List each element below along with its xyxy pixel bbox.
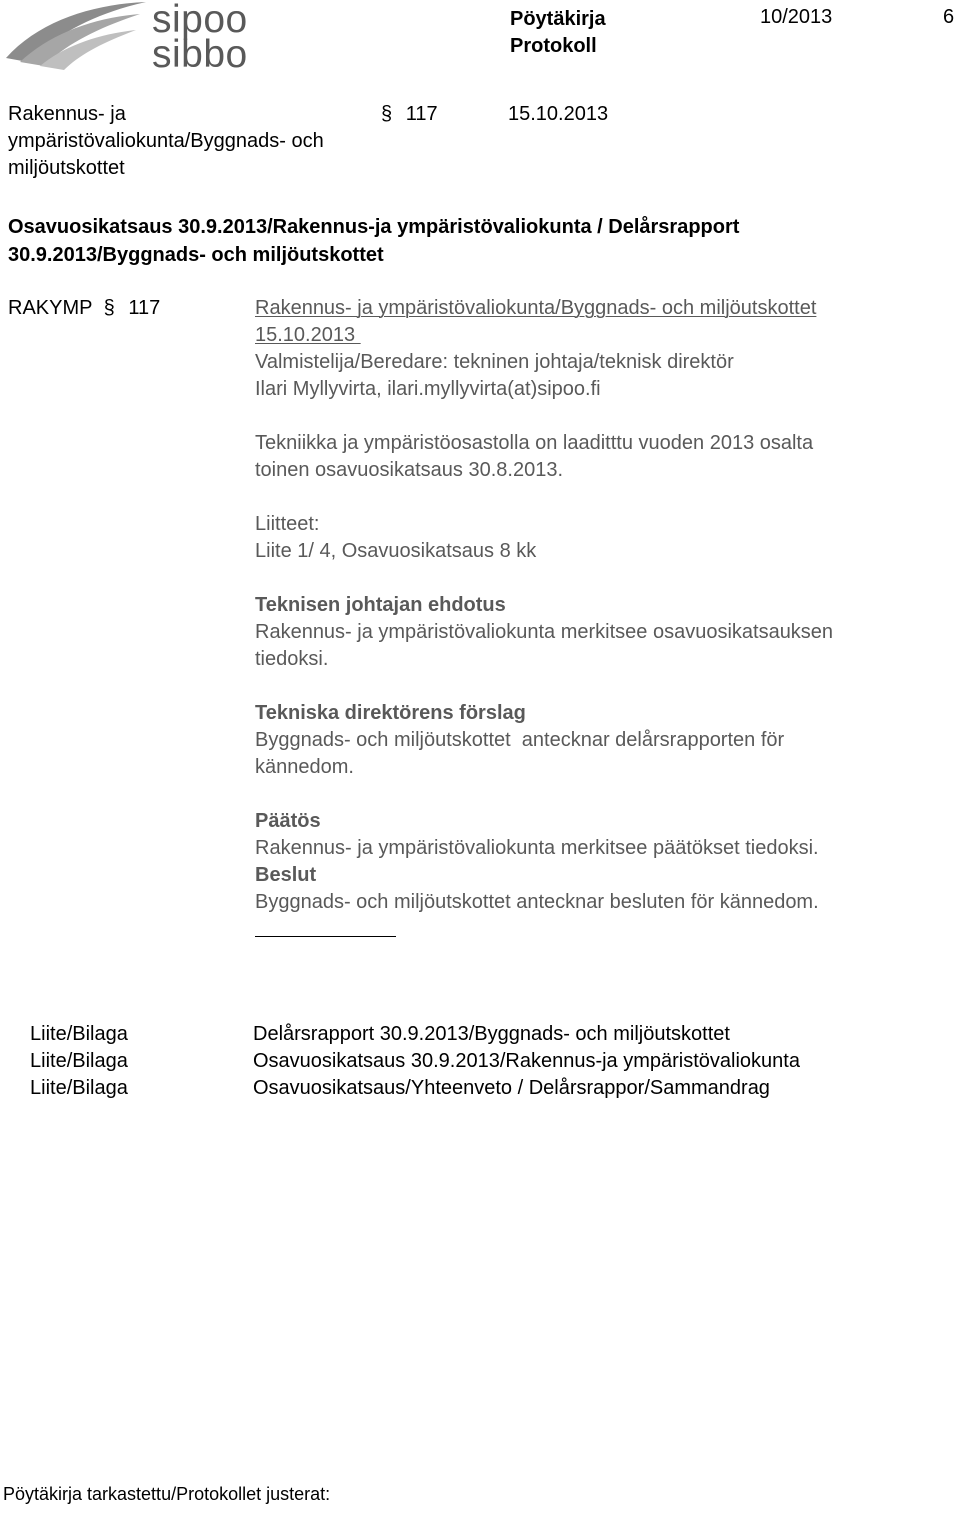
item-heading-line: 30.9.2013/Byggnads- och miljöutskottet bbox=[8, 244, 384, 266]
attachment-label: Liite/Bilaga bbox=[30, 1077, 128, 1099]
attachments-heading: Liitteet: bbox=[255, 513, 320, 535]
item-heading bbox=[8, 213, 739, 269]
description-line: toinen osavuosikatsaus 30.8.2013. bbox=[255, 459, 563, 481]
footer-verification: Pöytäkirja tarkastettu/Protokollet justerat: bbox=[3, 1484, 331, 1504]
item-section-number: 117 bbox=[128, 297, 161, 319]
attachment-name[interactable]: Delårsrapport 30.9.2013/Byggnads- och miljöutskottet bbox=[253, 1023, 730, 1045]
decision-sv-text: Byggnads- och miljöutskottet antecknar besluten för kännedom. bbox=[255, 891, 819, 913]
document-type-sv: Protokoll bbox=[510, 35, 597, 57]
decision-fi-text: Rakennus- ja ympäristövaliokunta merkitsee päätökset tiedoksi. bbox=[255, 837, 819, 859]
item-section-symbol: § bbox=[103, 297, 115, 319]
proposal-sv-heading: Tekniska direktörens förslag bbox=[255, 702, 526, 724]
proposal-sv-text: Byggnads- och miljöutskottet antecknar delårsrapporten för bbox=[255, 729, 785, 751]
attachment-reference: Liite 1/ 4, Osavuosikatsaus 8 kk bbox=[255, 540, 537, 562]
item-content bbox=[255, 295, 945, 916]
meeting-date: 15.10.2013 bbox=[508, 103, 609, 125]
swoosh-logo-icon bbox=[0, 0, 150, 72]
preparer-line: Valmistelija/Beredare: tekninen johtaja/teknisk direktör bbox=[255, 351, 734, 373]
document-type bbox=[510, 6, 606, 60]
contact-line: Ilari Myllyvirta, ilari.myllyvirta(at)sipoo.fi bbox=[255, 378, 601, 400]
document-type-fi: Pöytäkirja bbox=[510, 8, 606, 30]
committee-line: Rakennus- ja ympäristövaliokunta/Byggnads- och miljöutskottet bbox=[255, 297, 817, 319]
item-code-text: RAKYMP bbox=[8, 297, 93, 319]
section-reference bbox=[381, 101, 438, 128]
proposal-fi-text: tiedoksi. bbox=[255, 648, 329, 670]
item-heading-line: Osavuosikatsaus 30.9.2013/Rakennus-ja ympäristövaliokunta / Delårsrapport bbox=[8, 216, 740, 238]
page-number: 6 bbox=[943, 6, 955, 28]
meeting-body-line: ympäristövaliokunta/Byggnads- och bbox=[8, 130, 324, 152]
description-line: Tekniikka ja ympäristöosastolla on laaditttu vuoden 2013 osalta bbox=[255, 432, 814, 454]
proposal-sv-text: kännedom. bbox=[255, 756, 354, 778]
meeting-body bbox=[8, 101, 324, 182]
attachment-label: Liite/Bilaga bbox=[30, 1023, 128, 1045]
proposal-fi-text: Rakennus- ja ympäristövaliokunta merkitsee osavuosikatsauksen bbox=[255, 621, 834, 643]
attachment-name[interactable]: Osavuosikatsaus 30.9.2013/Rakennus-ja ympäristövaliokunta bbox=[253, 1050, 800, 1072]
section-number: 117 bbox=[405, 103, 438, 125]
meeting-body-line: miljöutskottet bbox=[8, 157, 125, 179]
meeting-body-line: Rakennus- ja bbox=[8, 103, 126, 125]
committee-date: 15.10.2013 bbox=[255, 324, 361, 346]
decision-sv-heading: Beslut bbox=[255, 864, 317, 886]
attachment-label: Liite/Bilaga bbox=[30, 1050, 128, 1072]
separator-line bbox=[255, 936, 396, 937]
proposal-fi-heading: Teknisen johtajan ehdotus bbox=[255, 594, 506, 616]
item-code bbox=[8, 295, 160, 322]
decision-fi-heading: Päätös bbox=[255, 810, 321, 832]
section-symbol: § bbox=[381, 103, 393, 125]
protocol-number: 10/2013 bbox=[760, 6, 833, 28]
attachment-name[interactable]: Osavuosikatsaus/Yhteenveto / Delårsrappor/Sammandrag bbox=[253, 1077, 770, 1099]
logo-line-sipoo: sipoo bbox=[152, 0, 248, 41]
logo-line-sibbo: sibbo bbox=[152, 33, 248, 76]
sipoo-sibbo-logo bbox=[0, 0, 260, 76]
